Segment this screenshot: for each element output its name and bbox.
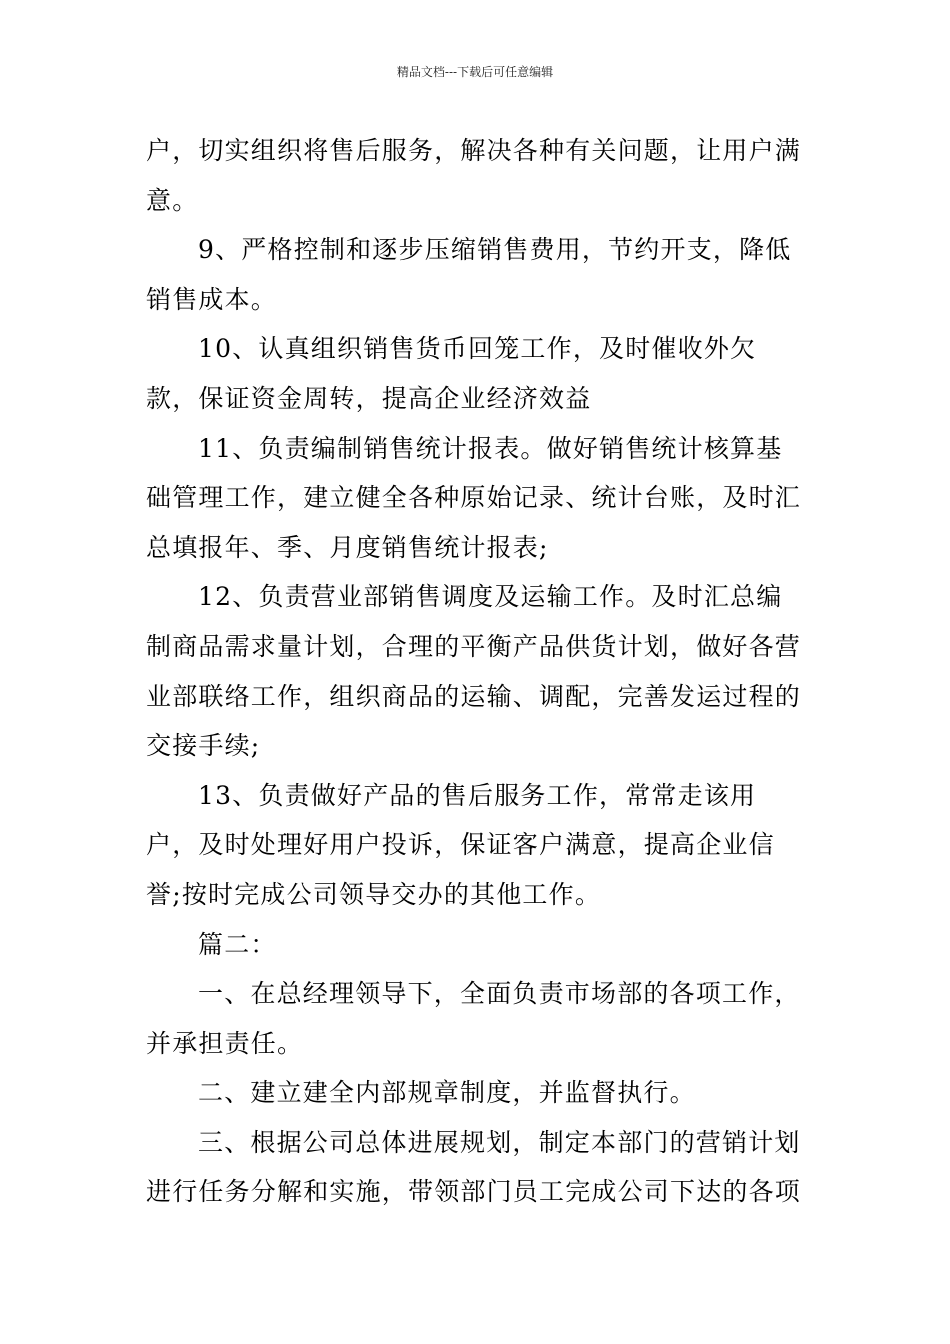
- page-header: 精品文档---下载后可任意编辑: [396, 65, 554, 79]
- paragraph: 户，切实组织将售后服务，解决各种有关问题，让用户满意。: [146, 136, 802, 215]
- paragraph: 三、根据公司总体进展规划，制定本部门的营销计划进行任务分解和实施，带领部门员工完成公司下达的各项: [146, 1127, 802, 1207]
- document-body: [146, 126, 806, 1217]
- paragraph: 9、严格控制和逐步压缩销售费用，节约开支，降低销售成本。: [146, 235, 792, 314]
- section-heading: 篇二：: [198, 929, 277, 959]
- paragraph: 10、认真组织销售货币回笼工作，及时催收外欠款，保证资金周转，提高企业经济效益: [146, 334, 757, 413]
- paragraph: 12、负责营业部销售调度及运输工作。及时汇总编制商品需求量计划，合理的平衡产品供货计划，做好各营业部联络工作，组织商品的运输、调配，完善发运过程的交接手续;: [146, 582, 802, 761]
- paragraph: 13、负责做好产品的售后服务工作，常常走该用户，及时处理好用户投诉，保证客户满意，提高企业信誉;按时完成公司领导交办的其他工作。: [146, 780, 775, 909]
- paragraph: 一、在总经理领导下，全面负责市场部的各项工作，并承担责任。: [146, 979, 801, 1058]
- paragraph: 11、负责编制销售统计报表。做好销售统计核算基础管理工作，建立健全各种原始记录、统计台账，及时汇总填报年、季、月度销售统计报表;: [146, 433, 802, 562]
- paragraph: 二、建立建全内部规章制度，并监督执行。: [198, 1078, 696, 1108]
